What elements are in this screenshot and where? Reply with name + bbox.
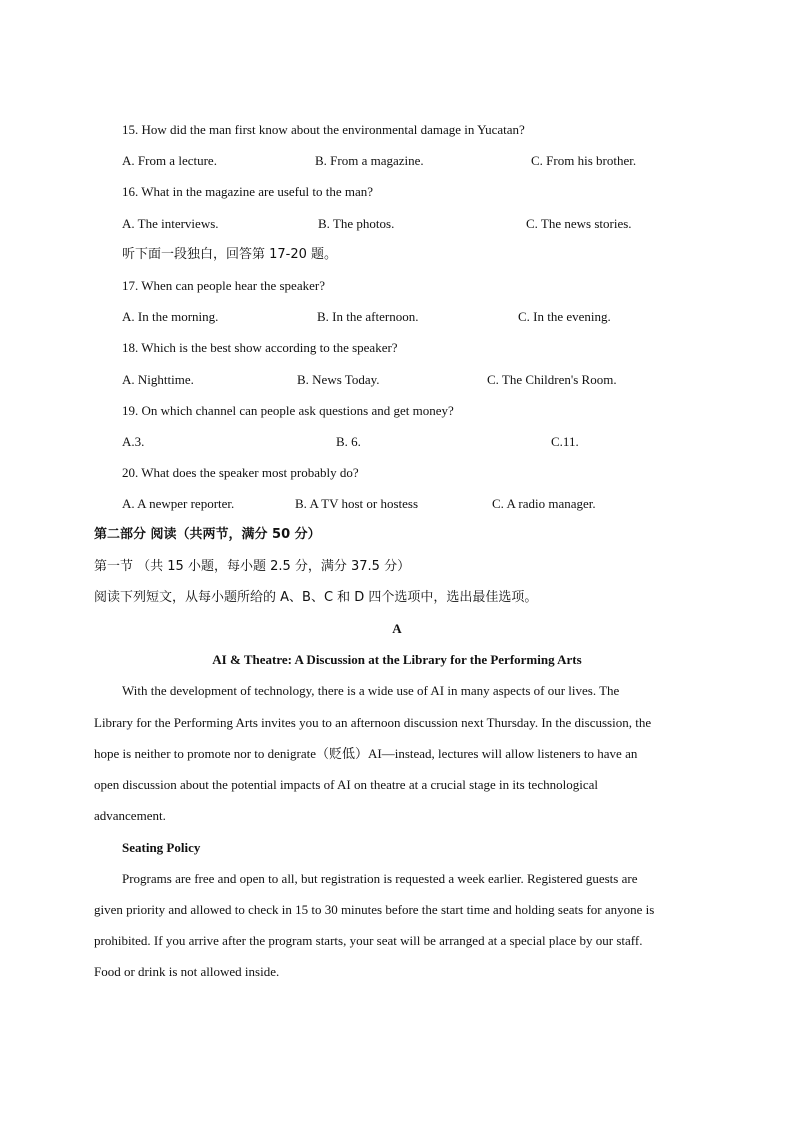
q18-option-c: C. The Children's Room. (487, 372, 617, 387)
q15-option-b: B. From a magazine. (315, 153, 424, 168)
passage-title: AI & Theatre: A Discussion at the Library for the Performing Arts (212, 652, 582, 667)
question-19: 19. On which channel can people ask questions and get money? (122, 403, 454, 418)
para2-line: Food or drink is not allowed inside. (94, 964, 280, 979)
para1-line: open discussion about the potential impacts of AI on theatre at a crucial stage in its technological (94, 777, 598, 792)
q20-option-a: A. A newper reporter. (122, 496, 235, 511)
reading-instruction: 阅读下列短文，从每小题所给的 A、B、C 和 D 四个选项中，选出最佳选项。 (94, 590, 538, 605)
q15-option-a: A. From a lecture. (122, 153, 217, 168)
q18-option-a: A. Nighttime. (122, 372, 194, 387)
question-17: 17. When can people hear the speaker? (122, 278, 325, 293)
question-16: 16. What in the magazine are useful to the man? (122, 184, 373, 199)
para1-line: Library for the Performing Arts invites you to an afternoon discussion next Thursday. In the discussion, the (94, 715, 652, 730)
q15-option-c: C. From his brother. (531, 153, 637, 168)
para1-line: With the development of technology, there is a wide use of AI in many aspects of our lives. The (122, 683, 620, 698)
q20-option-c: C. A radio manager. (492, 496, 596, 511)
para1-line: advancement. (94, 808, 166, 823)
question-15: 15. How did the man first know about the environmental damage in Yucatan? (122, 122, 525, 137)
q16-option-b: B. The photos. (318, 216, 395, 231)
q16-option-a: A. The interviews. (122, 216, 219, 231)
para2-line: given priority and allowed to check in 15 to 30 minutes before the start time and holding seats for anyone is (94, 902, 655, 917)
q19-option-c: C.11. (551, 434, 579, 449)
q16-option-c: C. The news stories. (526, 216, 632, 231)
section-one-heading: 第一节 （共 15 小题，每小题 2.5 分，满分 37.5 分） (94, 559, 411, 574)
question-18: 18. Which is the best show according to the speaker? (122, 340, 398, 355)
para1-line: hope is neither to promote nor to denigrate（贬低）AI—instead, lectures will allow listeners to have an (94, 746, 638, 761)
question-20: 20. What does the speaker most probably do? (122, 465, 359, 480)
q19-option-b: B. 6. (336, 434, 361, 449)
q17-option-b: B. In the afternoon. (317, 309, 419, 324)
para2-line: prohibited. If you arrive after the program starts, your seat will be arranged at a special place by our staff. (94, 933, 643, 948)
q19-option-a: A.3. (122, 434, 145, 449)
q18-option-b: B. News Today. (297, 372, 380, 387)
passage-letter: A (392, 621, 402, 636)
part-two-heading: 第二部分 阅读（共两节，满分 50 分） (94, 527, 321, 542)
para2-line: Programs are free and open to all, but registration is requested a week earlier. Registered guests are (122, 871, 638, 886)
q20-option-b: B. A TV host or hostess (295, 496, 419, 511)
monologue-instruction: 听下面一段独白，回答第 17-20 题。 (122, 247, 338, 262)
seating-policy-heading: Seating Policy (122, 840, 201, 855)
q17-option-a: A. In the morning. (122, 309, 219, 324)
q17-option-c: C. In the evening. (518, 309, 611, 324)
